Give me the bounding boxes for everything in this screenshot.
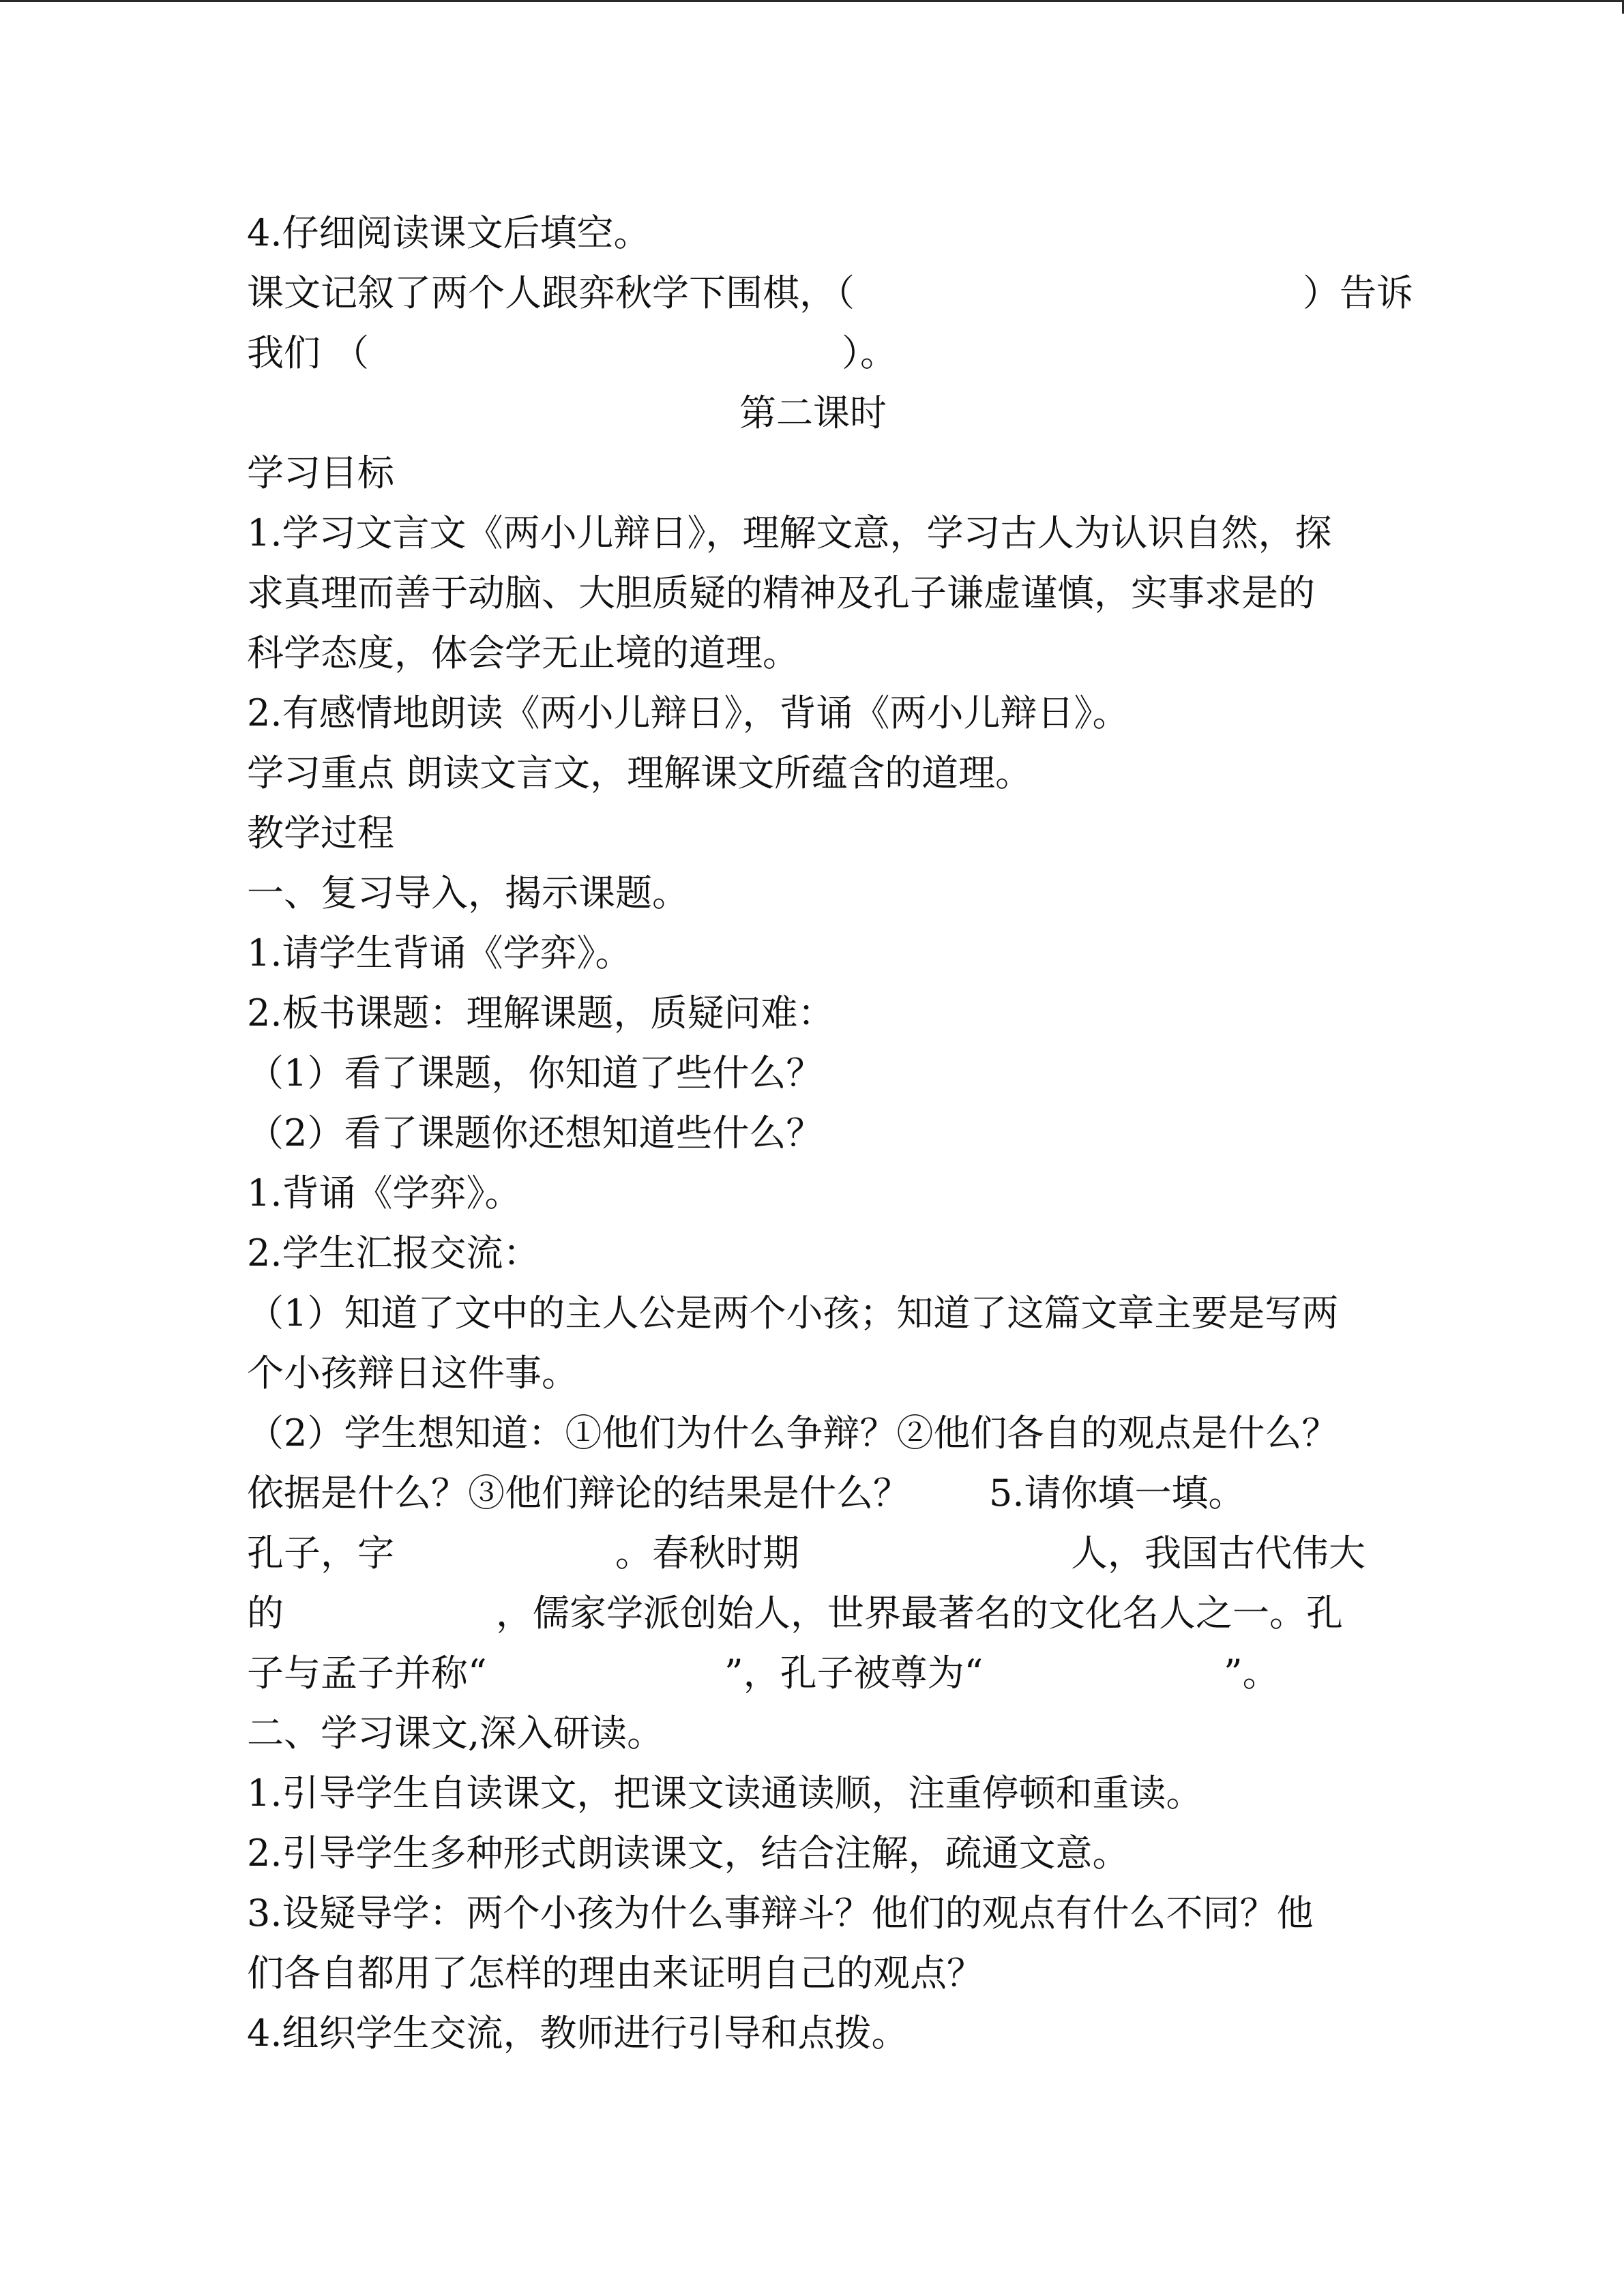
step-1: 1.请学生背诵《学弈》。 bbox=[247, 931, 632, 974]
study-step-1: 1.引导学生自读课文，把课文读通读顺，注重停顿和重读。 bbox=[247, 1772, 1203, 1815]
objective-2: 2.有感情地朗读《两小儿辩日》，背诵《两小儿辩日》。 bbox=[247, 691, 1130, 734]
confucius-fill-line-2 bbox=[247, 1583, 1379, 1643]
exercise-5: 5.请你填一填。 bbox=[989, 1472, 1245, 1515]
report-2-line-2 bbox=[247, 1463, 1379, 1523]
confucius-text: 人，我国古代伟大 bbox=[1071, 1532, 1365, 1575]
confucius-text: ”。 bbox=[1224, 1652, 1280, 1695]
objective-1-line-3: 科学态度，体会学无止境的道理。 bbox=[247, 631, 799, 674]
learning-objectives-heading: 学习目标 bbox=[247, 451, 394, 494]
report-1-line-2: 个小孩辩日这件事。 bbox=[247, 1352, 578, 1395]
fill-blank-text-end: ）告诉 bbox=[1303, 271, 1413, 314]
confucius-fill-line-1 bbox=[247, 1523, 1379, 1583]
key-points: 学习重点 朗读文言文，理解课文所蕴含的道理。 bbox=[247, 751, 1033, 794]
study-step-3-line-1: 3.设疑导学：两个小孩为什么事辩斗？他们的观点有什么不同？他 bbox=[247, 1892, 1314, 1935]
section-heading: 第二课时 bbox=[739, 391, 887, 434]
confucius-text: 。春秋时期 bbox=[615, 1532, 799, 1575]
confucius-text: ，儒家学派创始人，世界最著名的文化名人之一。孔 bbox=[496, 1592, 1343, 1635]
teaching-process-heading: 教学过程 bbox=[247, 811, 394, 854]
fill-blank-line-1 bbox=[247, 263, 1413, 323]
study-step-2: 2.引导学生多种形式朗读课文，结合注解，疏通文意。 bbox=[247, 1832, 1130, 1875]
confucius-text: 子与孟子并称“ bbox=[247, 1652, 487, 1695]
question-2: （2）看了课题你还想知道些什么？ bbox=[247, 1112, 823, 1154]
fill-blank-text: 课文记叙了两个人跟弈秋学下围棋，（ bbox=[247, 271, 855, 314]
study-step-4: 4.组织学生交流，教师进行引导和点拨。 bbox=[247, 2012, 909, 2055]
confucius-text: 孔子，字 bbox=[247, 1532, 394, 1575]
fill-blank-line-2 bbox=[247, 323, 1379, 383]
confucius-fill-line-3 bbox=[247, 1643, 1379, 1703]
page-top-border bbox=[0, 0, 1624, 2]
report-2-line-1: （2）学生想知道：①他们为什么争辩？②他们各自的观点是什么？ bbox=[247, 1412, 1339, 1455]
objective-1-line-2: 求真理而善于动脑、大胆质疑的精神及孔子谦虚谨慎，实事求是的 bbox=[247, 571, 1315, 614]
document-page bbox=[247, 203, 1413, 2063]
exercise-4: 4.仔细阅读课文后填空。 bbox=[247, 211, 651, 254]
report-2-text: 依据是什么？③他们辩论的结果是什么？ bbox=[247, 1472, 910, 1515]
report-1-line-1: （1）知道了文中的主人公是两个小孩；知道了这篇文章主要是写两 bbox=[247, 1292, 1339, 1335]
part-2-heading: 二、学习课文,深入研读。 bbox=[247, 1712, 664, 1755]
question-1: （1）看了课题，你知道了些什么？ bbox=[247, 1052, 823, 1094]
fill-blank-text-end: ）。 bbox=[842, 331, 897, 374]
fill-blank-text: 我们 （ bbox=[247, 331, 370, 374]
study-step-3-line-2: 们各自都用了怎样的理由来证明自己的观点？ bbox=[247, 1952, 984, 1995]
step-report: 2.学生汇报交流： bbox=[247, 1232, 540, 1274]
step-2: 2.板书课题：理解课题，质疑问难： bbox=[247, 992, 835, 1034]
step-recite: 1.背诵《学弈》。 bbox=[247, 1172, 522, 1214]
confucius-text: ”，孔子被尊为“ bbox=[724, 1652, 984, 1695]
part-1-heading: 一、复习导入，揭示课题。 bbox=[247, 871, 689, 914]
objective-1-line-1: 1.学习文言文《两小儿辩日》，理解文意，学习古人为认识自然，探 bbox=[247, 511, 1332, 554]
confucius-text: 的 bbox=[247, 1592, 284, 1635]
